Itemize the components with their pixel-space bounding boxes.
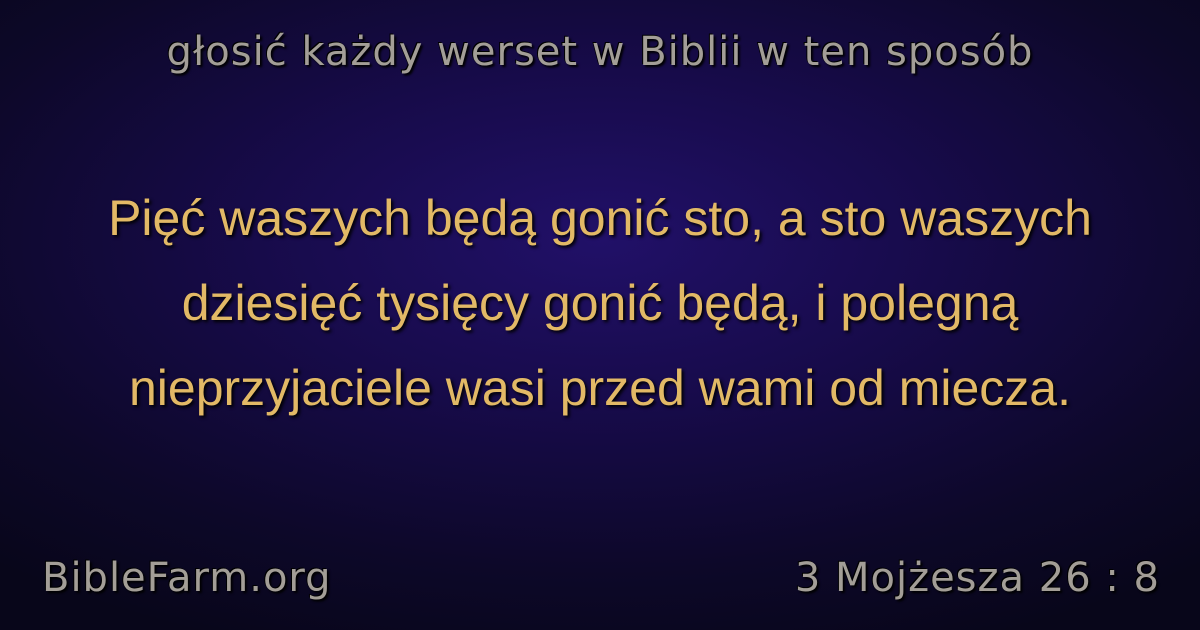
verse-reference: 3 Mojżesza 26 : 8 (794, 555, 1160, 601)
verse-text: Pięć waszych będą gonić sto, a sto waszych dziesięć tysięcy gonić będą, i polegną nieprzyjaciele wasi przed wami od miecza. (108, 190, 1092, 416)
tagline: głosić każdy werset w Biblii w ten sposób (166, 29, 1034, 75)
site-name: BibleFarm.org (42, 555, 332, 601)
